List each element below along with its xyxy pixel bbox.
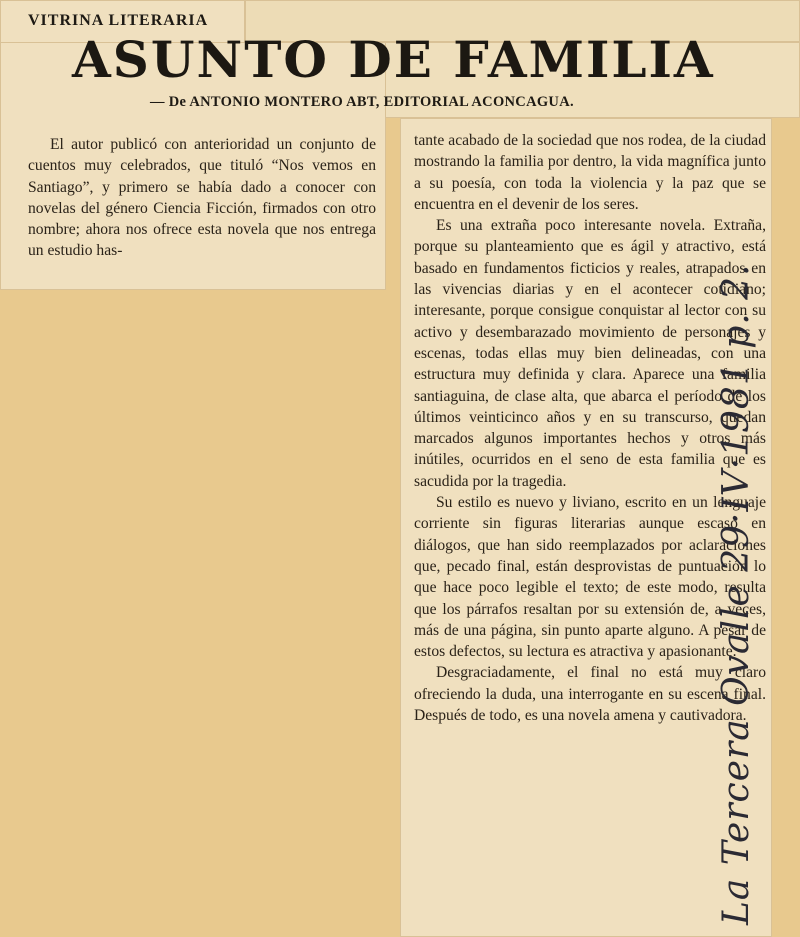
headline: ASUNTO DE FAMILIA — [72, 30, 715, 89]
paragraph-continuation: tante acabado de la sociedad que nos rodea, de la ciudad mostrando la familia por dentro, la vida magnífica junto a su poesía, con toda la violencia y la paz que se encuentra en el devenir de los seres. — [414, 132, 766, 213]
paragraph: Es una extraña poco interesante novela. Extraña, porque su planteamiento que es ágil y atractivo, está basado en fundamentos ficticios y reales, atrapados en las vivencias diarias y en el acontecer cotidiano; interesante, porque consigue conquistar al lector con su activo y desembarazado movimiento de personajes y escenas, todas ellas muy bien delineadas, con una estructura muy definida y clara. Aparece una familia santiaguina, de clase alta, que abarca el período de los últimos veinticinco años y en su transcurso, quedan marcados algunos importantes hechos y otros más inútiles, ocurridos en el seno de esta familia que es sacudida por la tragedia. — [414, 217, 766, 490]
handwritten-annotation: La Tercera Ovalle 29·IV·1981 p. 2. — [716, 263, 757, 925]
article-left-column — [28, 134, 376, 262]
section-label: VITRINA LITERARIA — [28, 12, 209, 29]
paragraph: Desgraciadamente, el final no está muy claro ofreciendo la duda, una interrogante en su escena final. Después de todo, es una novela amena y cautivadora. — [414, 664, 766, 725]
paragraph: El autor publicó con anterioridad un conjunto de cuentos muy celebrados, que tituló “Nos vemos en Santiago”, y primero se había dado a conocer con novelas del género Ciencia Ficción, firmados con otro nombre; ahora nos ofrece esta novela que nos entrega un estudio has- — [28, 136, 376, 260]
paragraph: Su estilo es nuevo y liviano, escrito en un lenguaje corriente sin figuras literarias aunque escaso en diálogos, que han sido reemplazados por aclaraciones que, pecado final, están desprovistas de puntuación lo que hace poco legible el texto; de este modo, resulta que los párrafos resaltan por su extensión de, a veces, más de una página, sin punto aparte alguno. A pesar de estos defectos, su lectura es atractiva y apasionante. — [414, 494, 766, 661]
article-right-column — [414, 130, 766, 726]
byline: — De ANTONIO MONTERO ABT, EDITORIAL ACONCAGUA. — [150, 94, 574, 110]
